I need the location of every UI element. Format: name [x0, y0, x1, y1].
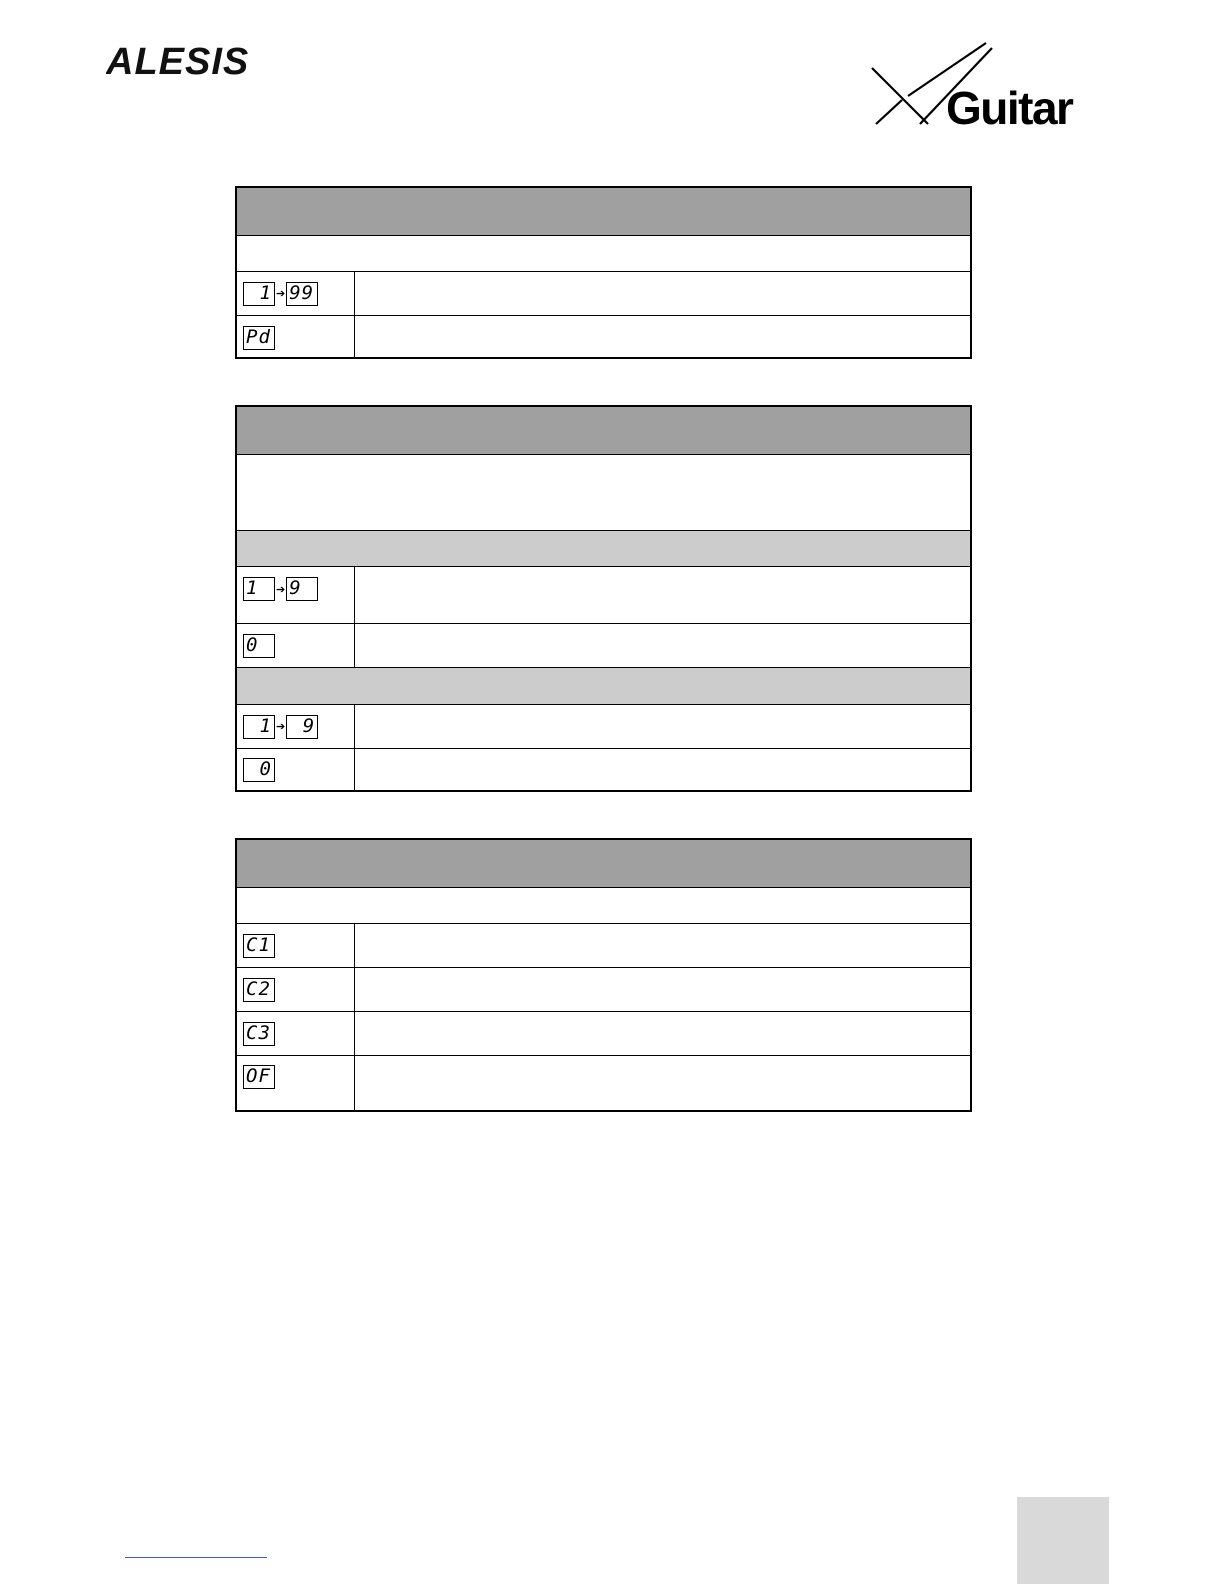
- table-row: [237, 623, 970, 667]
- table-row: [237, 315, 970, 359]
- description-cell: [355, 1056, 970, 1110]
- table-row: [237, 1055, 970, 1110]
- table-description-row: [237, 887, 970, 923]
- lcd-display: 1: [243, 577, 275, 601]
- display-cell: [237, 624, 355, 667]
- lcd-display: 9: [286, 715, 318, 739]
- parameter-table-2: [235, 405, 972, 792]
- lcd-range: [243, 282, 318, 306]
- lcd-range: [243, 577, 318, 601]
- lcd-display: OF: [243, 1065, 275, 1089]
- display-cell: [237, 1056, 355, 1110]
- display-cell: [237, 705, 355, 748]
- arrow-right-icon: ➔: [276, 583, 286, 596]
- lcd-range: [243, 715, 318, 739]
- lcd-display: 0: [243, 758, 275, 782]
- table-description-row: [237, 454, 970, 530]
- display-cell: [237, 968, 355, 1011]
- table-row: [237, 1011, 970, 1055]
- svg-text:ALESIS: ALESIS: [106, 42, 250, 78]
- table-subheader: [237, 530, 970, 566]
- footer-link[interactable]: [125, 1557, 267, 1558]
- parameter-table-3: [235, 838, 972, 1112]
- table-row: [237, 566, 970, 623]
- table-header: [237, 840, 970, 887]
- description-cell: [355, 749, 970, 790]
- display-cell: [237, 567, 355, 623]
- description-cell: [355, 316, 970, 359]
- lcd-display: 0: [243, 634, 275, 658]
- lcd-display: 9: [286, 577, 318, 601]
- table-row: [237, 748, 970, 790]
- table-row: [237, 271, 970, 315]
- description-cell: [355, 968, 970, 1011]
- description-cell: [355, 705, 970, 748]
- arrow-right-icon: ➔: [276, 721, 286, 733]
- lcd-display: 1: [243, 282, 275, 306]
- description-cell: [355, 272, 970, 315]
- lcd-display: Pd: [243, 326, 275, 350]
- table-description-row: [237, 235, 970, 271]
- table-subheader: [237, 667, 970, 704]
- display-cell: [237, 924, 355, 967]
- display-cell: [237, 749, 355, 790]
- display-cell: [237, 272, 355, 315]
- lcd-display: C2: [243, 978, 275, 1002]
- description-cell: [355, 924, 970, 967]
- display-cell: [237, 1012, 355, 1055]
- description-cell: [355, 567, 970, 623]
- page-number-tab: [1017, 1497, 1109, 1584]
- description-cell: [355, 624, 970, 667]
- alesis-logo: [106, 42, 282, 83]
- table-header: [237, 188, 970, 235]
- arrow-right-icon: ➔: [276, 288, 286, 300]
- display-cell: [237, 316, 355, 359]
- table-row: [237, 704, 970, 748]
- lcd-display: 1: [243, 715, 275, 739]
- lcd-display: 99: [286, 282, 318, 306]
- parameter-table-1: [235, 186, 972, 359]
- table-header: [237, 407, 970, 454]
- xguitar-logo: [868, 40, 1083, 135]
- lcd-display: C3: [243, 1022, 275, 1046]
- description-cell: [355, 1012, 970, 1055]
- svg-text:Guitar: Guitar: [946, 82, 1073, 130]
- table-row: [237, 967, 970, 1011]
- table-row: [237, 923, 970, 967]
- lcd-display: C1: [243, 934, 275, 958]
